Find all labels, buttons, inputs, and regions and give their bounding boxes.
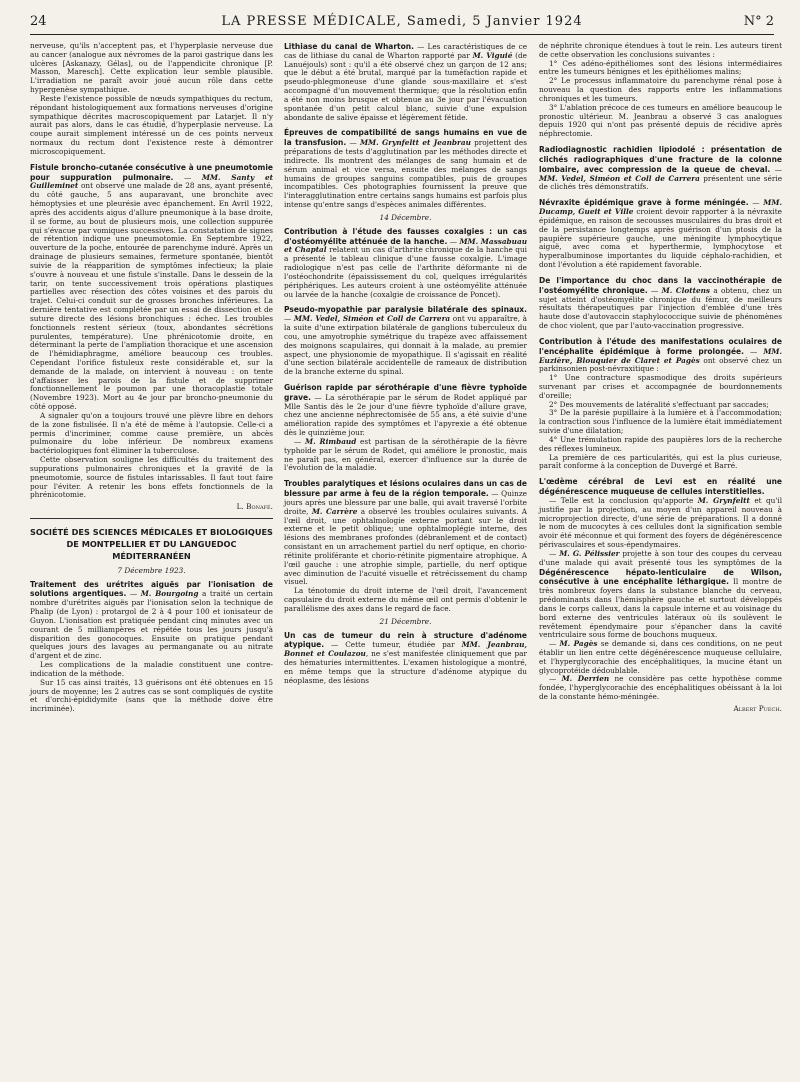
paragraph: relatent un cas d'arthrite chronique de la hanche qui a présenté le tableau clinique d'une fausse coxalgie. L'image radiologique n'est pas celle de l'arthrite déformante ni de l'ostéochondrite (épaississement du col, quelques irrégularités périphériques. Les auteurs croient à une ostéomyélite atténuée ou larvée de la hanche (coxalgie de croissance de Poncet). <box>284 245 527 299</box>
article-title: Un cas de tumeur du rein à structure d'adénome atypique. <box>284 630 527 650</box>
article-title: Contribution à l'étude des fausses coxalgies : un cas d'ostéomyélite atténuée de la hanche. <box>284 226 527 246</box>
article-title: Lithiase du canal de Wharton. <box>284 42 414 51</box>
paragraph: Quinze jours après une blessure par une balle, qui avait traversé l'orbite droite, <box>284 489 527 516</box>
article-title: Contribution à l'étude des manifestations oculaires de l'encéphalite épidémique à forme prolongée. <box>539 336 782 356</box>
author-names: MM. Santy et Guilleminet <box>30 172 274 191</box>
paragraph: Reste l'existence possible de nœuds sympathiques du rectum, répondant histologiquement aux formations nerveuses d'origine sympathique décrites macroscopiquement par Latarjet. Il n'y aurait pas alors, dans le cas étudié, d'hyperplasie nerveuse. La coupe aurait simplement intéressé un de ces points nerveux normaux du rectum dont l'existence reste à démontrer microscopiquement. <box>30 93 273 156</box>
author-names: MM. Euzière, Blouquier de Claret et Pagès <box>539 346 783 365</box>
paragraph: Telle est la conclusion qu'apporte <box>560 495 694 505</box>
paragraph: ont vu apparaître, à la suite d'une extirpation bilatérale de ganglions tuberculeux du cou, une amyotrophie symétrique du trapèze avec affaissement des moignons scapulaires, qui donnait à la malade, au premier aspect, une physionomie de myopathique. Il s'agissait en réalité d'une section bilatérale accidentelle de rameaux de distribution de la branche externe du spinal. <box>284 314 527 377</box>
article-title: Fistule broncho-cutanée consécutive à une pneumotomie pour suppuration pulmonaire. <box>30 162 273 182</box>
paragraph: projettent des préparations de tests d'agglutination par les méthodes directe et indirecte. Ils montrent des mélanges de sang humain et de sérum animal et vice versa, ensuite des mélanges de sangs humains de groupes sanguins compatibles, puis de groupes incompatibles. Ces photographies fournissent la preuve que l'interagglutination entre certains sangs humains est parfois plus intense qu'entre sangs d'espèces animales différentes. <box>284 138 527 210</box>
article-entry: — Telle est la conclusion qu'apporte M. Grynfeltt et qu'il justifie par la projection, au moyen d'un appareil nouveau à microprojection directe, d'une série de préparations. Il a donné le nom de mucocytes à ces cellules dont la signification semble avoir été méconnue et qui forment des foyers de dégénérescence périvasculaires et sous-épendymaires. <box>539 495 783 550</box>
article-entry: Guérison rapide par sérothérapie d'une fièvre typhoïde grave. — La sérothérapie par le sérum de Rodet appliqué par Mlle Santis dès le 2e jour d'une fièvre typhoïde d'allure grave, chez une ancienne néphrectomisée de 55 ans, a été suivie d'une amélioration rapide des symptômes et l'apyrexie a été obtenue dès le quinzième jour. <box>284 382 528 438</box>
article-title: Guérison rapide par sérothérapie d'une fièvre typhoïde grave. <box>284 382 527 402</box>
session-date: 14 Décembre. <box>379 212 432 222</box>
paragraph: croient devoir rapporter à la névraxite épidémique, en raison de secousses musculaires du bras droit et de la persistance longtemps après guérison d'un ptosis de la paupière supérieure gauche, une méningite lymphocytique aiguë, avec coma et hyperthermie, lymphocytose et hyperalbuminose importantes du liquide céphalo-rachidien, et dont l'évolution a été rapidement favorable. <box>539 207 782 270</box>
article-entry: — M. Rimbaud est partisan de la sérothérapie de la fièvre typhoïde par le sérum de Rodet, qui améliore le pronostic, mais ne paraît pas, en général, exercer d'influence sur la durée de l'évolution de la maladie. <box>284 436 528 473</box>
article-title: L'œdème cérébral de Levi est en réalité une dégénérescence muqueuse de cellules interstitielles. <box>539 477 782 497</box>
column-3 <box>539 42 782 714</box>
column-2 <box>284 42 527 685</box>
article-entry: Lithiase du canal de Wharton. — Les caractéristiques de ce cas de lithiase du canal de Wharton rapporté par M. Viguié (de Lanuéjouls) sont : qu'il a été observé chez un garçon de 12 ans; que le début a été brutal, marqué par la tuméfaction rapide et pseudo-phlegmoneuse d'une glande sous-maxillaire et s'est accompagné d'un mouvement thermique; que la résolution enfin a été non moins brusque et obtenue au 3e jour par l'évacuation spontanée d'un petit calcul blanc, suivie d'une expulsion abondante de salive épaisse et légèrement fétide. <box>284 42 528 122</box>
paragraph: projette à son tour des coupes du cerveau d'une malade qui avait présenté tous les symptômes de la <box>539 548 782 567</box>
author-names: M. G. Pélissier <box>559 548 620 558</box>
list-item: 4° Une trémulation rapide des paupières lors de la recherche des réflexes lumineux. <box>539 434 782 453</box>
paragraph: A signaler qu'on a toujours trouvé une plèvre libre en dehors de la zone fistulisée. Il n'a été de même à l'autopsie. Celle-ci a permis d'incriminer, comme cause première, un abcès pulmonaire du lobe inférieur. De nombreux examens bactériologiques font éliminer la tuberculose. <box>30 410 273 456</box>
paragraph: Les caractéristiques de ce cas de lithiase du canal de Wharton rapporté par <box>284 42 528 60</box>
list-item: 3° L'ablation précoce de ces tumeurs en améliore beaucoup le pronostic ultérieur. M. Jeanbrau a observé 3 cas analogues depuis 1920 qui n'ont pas présenté depuis de récidive après néphrectomie. <box>539 102 782 139</box>
paragraph: nerveuse, qu'ils n'acceptent pas, et l'hyperplasie nerveuse due au cancer (analogue aux névromes de la paroi gastrique dans les ulcères [Askanazy, Gélas], ou de l'appendicite chronique [P. Masson, Maresch]. Cette explication leur semble plausible. L'irradiation ne paraît avoir joué aucun rôle dans cette hypergenèse sympathique. <box>30 41 273 95</box>
paragraph: Cette tumeur, étudiée par <box>345 640 455 650</box>
article-title: Névraxite épidémique grave à forme méningée. <box>539 198 749 208</box>
list-item: 3° De la parésie pupillaire à la lumière et à l'accommodation; la contraction sous l'influence de la lumière était immédiatement suivie d'une dilatation; <box>539 408 782 436</box>
author-names: M. Rimbaud <box>305 436 357 446</box>
article-title: Radiodiagnostic rachidien lipiodolé : présentation de clichés radiographiques d'une fracture de la colonne lombaire, avec compression de la queue de cheval. <box>539 145 782 174</box>
paragraph: La ténotomie du droit interne de l'œil droit, l'avancement capsulaire du droit externe du même œil ont permis d'obtenir le parallélisme des axes dans le regard de face. <box>284 586 527 613</box>
article-title: Pseudo-myopathie par paralysie bilatérale des spinaux. <box>284 305 527 315</box>
paragraph: a traité un certain nombre d'urétrites aiguës par l'ionisation selon la technique de Phalip (de Lyon) : protargol de 2 à 4 pour 100 et ionisateur de Guyon. L'ionisation est pratiquée pendant cinq minutes avec un courant de 5 milliampères et répétée tous les jours jusqu'à disparition des gonocoques. Ensuite on pratique pendant quelques jours des lavages au permanganate ou au nitrate d'argent et de zinc. <box>30 589 273 661</box>
author-names: M. Bourgoing <box>140 589 199 599</box>
author-names: MM. Ducamp, Gueit et Ville <box>539 198 782 217</box>
column-1 <box>30 42 273 714</box>
paragraph: Il montre de très nombreux foyers dans la substance blanche du cerveau, prédominants dans l'hémisphère gauche et surtout développés dans le corps calleux, dans la capsule interne et au voisinage du bord externe des ventricules latéraux où ils soulèvent le revêtement épendymaire pour s'épancher dans la cavité ventriculaire sous forme de bouchons muqueux. <box>539 577 782 640</box>
article-title: Épreuves de compatibilité de sangs humains en vue de la transfusion. <box>284 128 527 148</box>
author-names: MM. Grynfeltt et Jeanbrau <box>359 138 471 148</box>
journal-title: LA PRESSE MÉDICALE, Samedi, 5 Janvier 1924 <box>221 14 583 29</box>
list-item: 2° Des mouvements de latéralité s'effectuant par saccades; <box>549 399 769 409</box>
article-entry: Un cas de tumeur du rein à structure d'adénome atypique. — Cette tumeur, étudiée par MM. Jeanbrau, Bonnet et Coulazou, ne s'est manifestée cliniquement que par des hématuries intermittentes. L'examen histologique a montré, en même temps que la structure d'adénome atypique du néoplasme, des lésions <box>284 630 528 685</box>
article-title: Traitement des urétrites aiguës par l'ionisation de solutions argentiques. <box>30 579 273 599</box>
author-names: MM. Vedel, Siméon et Coll de Carrera <box>293 314 451 324</box>
paragraph: a observé les troubles oculaires suivants. A l'œil droit, une ophtalmologie externe portant sur le droit externe et le petit oblique; une ophtalmoplégie interne, des lésions des membranes profondes (débranlement et de contact) consistant en un arrachement partiel du nerf optique, en chorio-rétinite proliférante et chorio-rétinite pigmentaire atrophique. A l'œil gauche : une atrophie simple, partielle, du nerf optique avec diminution de l'acuité visuelle et rétrécissement du champ visuel. <box>284 506 528 587</box>
article-entry: Traitement des urétrites aiguës par l'ionisation de solutions argentiques. — M. Bourgoing a traité un certain nombre d'urétrites aiguës par l'ionisation selon la technique de Phalip (de Lyon) : protargol de 2 à 4 pour 100 et ionisateur de Guyon. L'ionisation est pratiquée pendant cinq minutes avec un courant de 5 milliampères et répétée tous les jours jusqu'à disparition des gonocoques. Ensuite on pratique pendant quelques jours des lavages au permanganate ou au nitrate d'argent et de zinc. <box>30 579 273 661</box>
article-entry: — M. G. Pélissier projette à son tour des coupes du cerveau d'une malade qui avait présenté tous les symptômes de la Dégénérescence hépato-lenticulaire de Wilson, consécutive à une encéphalite léthargique. Il montre de très nombreux foyers dans la substance blanche du cerveau, prédominants dans l'hémisphère gauche et surtout développés dans le corps calleux, dans la capsule interne et au voisinage du bord externe des ventricules latéraux où ils soulèvent le revêtement épendymaire pour s'épancher dans la cavité ventriculaire sous forme de bouchons muqueux. <box>539 548 782 640</box>
article-entry: — M. Derrien ne considère pas cette hypothèse comme fondée, l'hyperglycorachie des encéphalitiques obéissant à la loi de la constante hémo-méningée. <box>539 674 782 702</box>
list-item: 1° Ces adéno-épithéliomes sont des lésions intermédiaires entre les tumeurs bénignes et les épithéliomes malins; <box>539 58 782 77</box>
author-names: M. Pagès <box>559 639 598 649</box>
paragraph: , ne s'est manifestée cliniquement que par des hématuries intermittentes. L'examen histologique a montré, en même temps que la structure d'adénome atypique du néoplasme, des lésions <box>284 649 527 685</box>
issue-number: N° 2 <box>743 14 774 29</box>
list-item: 1° Une contracture spasmodique des droits supérieurs survenant par crises et accompagnée de bourdonnements d'oreille; <box>539 373 782 400</box>
article-entry: Radiodiagnostic rachidien lipiodolé : présentation de clichés radiographiques d'une fracture de la colonne lombaire, avec compression de la queue de cheval. — MM. Vedel, Siméon et Coll de Carrera présentent une série de clichés très démonstratifs. <box>539 145 783 192</box>
article-entry: Névraxite épidémique grave à forme méningée. — MM. Ducamp, Gueit et Ville croient devoir rapporter à la névraxite épidémique, en raison de secousses musculaires du bras droit et de la persistance longtemps après guérison d'un ptosis de la paupière supérieure gauche, une méningite lymphocytique aiguë, avec coma et hyperthermie, lymphocytose et hyperalbuminose importantes du liquide céphalo-rachidien, et dont l'évolution a été rapidement favorable. <box>539 198 782 270</box>
author-names: M. Derrien <box>561 674 610 684</box>
article-entry: Épreuves de compatibilité de sangs humains en vue de la transfusion. — MM. Grynfeltt et Jeanbrau projettent des préparations de tests d'agglutination par les méthodes directe et indirecte. Ils montrent des mélanges de sang humain et de sérum animal et vice versa, ensuite des mélanges de sangs humains de groupes sanguins compatibles, puis de groupes incompatibles. Ces photographies fournissent la preuve que l'interagglutination entre certains sangs humains est parfois plus intense qu'entre sangs d'espèces animales différentes. <box>284 128 527 210</box>
signature: Albert Puech. <box>733 703 782 713</box>
paragraph: de néphrite chronique étendues à tout le rein. Les auteurs tirent de cette observation les conclusions suivantes : <box>539 41 782 59</box>
article-entry: De l'importance du choc dans la vaccinothérapie de l'ostéomyélite chronique. — M. Clottens a obtenu, chez un sujet atteint d'ostéomyélite chronique du fémur, de meilleurs résultats thérapeutiques par l'injection d'emblée d'une très haute dose d'autovaccin staphylococcique suivie de phénomènes de choc violent, que par l'auto-vaccination progressive. <box>539 275 782 331</box>
author-names: MM. Vedel, Siméon et Coll de Carrera <box>539 173 700 183</box>
paragraph: Cette observation souligne les difficultés du traitement des suppurations pulmonaires chroniques et la gravité de la pneumotomie, source de fistules intarissables. Il faut tout faire pour l'éviter. A retenir les bons effets fonctionnels de la phrénicotomie. <box>30 455 273 500</box>
paragraph: La première de ces particularités, qui est la plus curieuse, paraît conforme à la conception de Duvergé et Barré. <box>539 452 782 471</box>
paragraph: Sur 15 cas ainsi traités, 13 guérisons ont été obtenues en 15 jours de moyenne; les 2 autres cas se sont compliqués de cystite et d'orchi-épididymite (sans que la méthode doive être incriminée). <box>30 677 273 714</box>
article-entry: Contribution à l'étude des fausses coxalgies : un cas d'ostéomyélite atténuée de la hanche. — MM. Massabuau et Chaptal relatent un cas d'arthrite chronique de la hanche qui a présenté le tableau clinique d'une fausse coxalgie. L'image radiologique n'est pas celle de l'arthrite déformante ni de l'ostéochondrite (épaississement du col, quelques irrégularités périphériques. Les auteurs croient à une ostéomyélite atténuée ou larvée de la hanche (coxalgie de croissance de Poncet). <box>284 226 528 299</box>
paragraph: et qu'il justifie par la projection, au moyen d'un appareil nouveau à microprojection directe, d'une série de préparations. Il a donné le nom de mucocytes à ces cellules dont la signification semble avoir été méconnue et qui forment des foyers de dégénérescence périvasculaires et sous-épendymaires. <box>539 495 783 550</box>
paragraph: ont observé chez un parkinsonien post-névraxitique : <box>539 355 782 374</box>
author-names: M. Carrère <box>311 506 358 516</box>
article-title: Dégénérescence hépato-lenticulaire de Wilson, consécutive à une encéphalite léthargique. <box>539 567 782 587</box>
paragraph: ne considère pas cette hypothèse comme fondée, l'hyperglycorachie des encéphalitiques obéissant à la loi de la constante hémo-méningée. <box>539 674 782 702</box>
page-header <box>30 12 774 35</box>
paragraph: se demande si, dans ces conditions, on ne peut établir un lien entre cette dégénérescence muqueuse cellulaire, et l'hyperglycorachie des encéphalitiques, la mucine étant un glycoprotéide dédoublable. <box>539 639 783 675</box>
session-date: 7 Décembre 1923. <box>117 565 186 575</box>
author-names: M. Clottens <box>661 285 711 295</box>
page-number: 24 <box>30 14 47 29</box>
article-entry: Fistule broncho-cutanée consécutive à une pneumotomie pour suppuration pulmonaire. — MM. Santy et Guilleminet ont observé une malade de 28 ans, ayant présenté, du côté gauche, 5 ans auparavant, une bronchite avec hémoptysies et une pleurésie avec épanchement. En Avril 1922, après des accidents aigus d'allure pneumonique à la base droite, il se forme, au bout de plusieurs mois, une collection suppurée qui s'évacue par vomiques successives. La constatation de signes de rétention indique une pneumotomie. En Septembre 1922, ouverture de la poche, entourée de parenchyme induré. Après un drainage de plusieurs semaines, fermeture spontanée, bientôt suivie de la réapparition de symptômes infectieux; la plaie s'ouvre à nouveau et une fistule s'installe. Dans le dessein de la tarir, on tente successivement trois opérations plastiques partielles avec résection des côtes voisines et des parois du trajet. Celui-ci conduit sur de grosses bronches inférieures. La dernière tentative est complétée par un essai de dissection et de suture directe des lésions bronchiques : échec. Les troubles fonctionnels restent sérieux (toux, abondantes sécrétions purulentes, température). Une phrénicotomie droite, en déterminant la perte de l'ampliation thoracique et une ascension de l'hémidiaphragme, améliore beaucoup ces troubles. Cependant l'orifice fistuleux reste considérable et, sur la demande de la malade, on intervient à nouveau : on tente d'affaisser les parois de la fistule et de supprimer fonctionnellement le poumon par une thoracoplastie totale (Novembre 1923). Mort au 4e jour par broncho-pneumonie du côté opposé. <box>30 162 274 412</box>
paragraph: a obtenu, chez un sujet atteint d'ostéomyélite chronique du fémur, de meilleurs résultats thérapeutiques par l'injection d'emblée d'une très haute dose d'autovaccin staphylococcique suivie de phénomènes de choc violent, que par l'auto-vaccination progressive. <box>539 285 782 331</box>
list-item: 2° Le processus inflammatoire du parenchyme rénal pose à nouveau la question des rapports entre les inflammations chroniques et les tumeurs. <box>539 76 782 103</box>
article-title: De l'importance du choc dans la vaccinothérapie de l'ostéomyélite chronique. <box>539 275 782 295</box>
society-heading: SOCIÉTÉ DES SCIENCES MÉDICALES ET BIOLOGIQUES DE MONTPELLIER ET DU LANGUEDOC MÉDITERRANÉEN <box>30 518 273 563</box>
article-title: Troubles paralytiques et lésions oculaires dans un cas de blessure par arme à feu de la région temporale. <box>284 479 527 499</box>
article-title-block <box>539 477 782 497</box>
paragraph: présentent une série de clichés très démonstratifs. <box>539 173 783 192</box>
article-entry: Pseudo-myopathie par paralysie bilatérale des spinaux. — MM. Vedel, Siméon et Coll de Carrera ont vu apparaître, à la suite d'une extirpation bilatérale de ganglions tuberculeux du cou, une amyotrophie symétrique du trapèze avec affaissement des moignons scapulaires, qui donnait à la malade, au premier aspect, une physionomie de myopathique. Il s'agissait en réalité d'une section bilatérale accidentelle de rameaux de distribution de la branche externe du spinal. <box>284 305 527 377</box>
article-entry: Contribution à l'étude des manifestations oculaires de l'encéphalite épidémique à forme prolongée. — MM. Euzière, Blouquier de Claret et Pagès ont observé chez un parkinsonien post-névraxitique : <box>539 336 783 374</box>
author-names: M. Viguié <box>472 50 513 60</box>
paragraph: (de Lanuéjouls) sont : qu'il a été observé chez un garçon de 12 ans; que le début a été brutal, marqué par la tuméfaction rapide et pseudo-phlegmoneuse d'une glande sous-maxillaire et s'est accompagné d'un mouvement thermique; que la résolution enfin a été non moins brusque et obtenue au 3e jour par l'évacuation spontanée d'un petit calcul blanc, suivie d'une expulsion abondante de salive épaisse et légèrement fétide. <box>284 50 527 122</box>
paragraph: ont observé une malade de 28 ans, ayant présenté, du côté gauche, 5 ans auparavant, une bronchite avec hémoptysies et une pleurésie avec épanchement. En Avril 1922, après des accidents aigus d'allure pneumonique à la base droite, il se forme, au bout de plusieurs mois, une collection suppurée qui s'évacue par vomiques successives. La constatation de signes de rétention indique une pneumotomie. En Septembre 1922, ouverture de la poche, entourée de parenchyme induré. Après un drainage de plusieurs semaines, fermeture spontanée, bientôt suivie de la réapparition de symptômes infectieux; la plaie s'ouvre à nouveau et une fistule s'installe. Dans le dessein de la tarir, on tente successivement trois opérations plastiques partielles avec résection des côtes voisines et des parois du trajet. Celui-ci conduit sur de grosses bronches inférieures. La dernière tentative est complétée par un essai de dissection et de suture directe des lésions bronchiques : échec. Les troubles fonctionnels restent sérieux (toux, abondantes sécrétions purulentes, température). Une phrénicotomie droite, en déterminant la perte de l'ampliation thoracique et une ascension de l'hémidiaphragme, améliore beaucoup ces troubles. Cependant l'orifice fistuleux reste considérable et, sur la demande de la malade, on intervient à nouveau : on tente d'affaisser les parois de la fistule et de supprimer fonctionnellement le poumon par une thoracoplastie totale (Novembre 1923). Mort au 4e jour par broncho-pneumonie du côté opposé. <box>30 181 273 412</box>
signature: L. Bonafé. <box>236 502 273 512</box>
author-names: MM. Jeanbrau, Bonnet et Coulazou <box>284 640 528 659</box>
session-date: 21 Décembre. <box>379 616 432 626</box>
paragraph: est partisan de la sérothérapie de la fièvre typhoïde par le sérum de Rodet, qui améliore le pronostic, mais ne paraît pas, en général, exercer d'influence sur la durée de l'évolution de la maladie. <box>284 436 528 473</box>
article-entry: Troubles paralytiques et lésions oculaires dans un cas de blessure par arme à feu de la région temporale. — Quinze jours après une blessure par une balle, qui avait traversé l'orbite droite, M. Carrère a observé les troubles oculaires suivants. A l'œil droit, une ophtalmologie externe portant sur le droit externe et le petit oblique; une ophtalmoplégie interne, des lésions des membranes profondes (débranlement et de contact) consistant en un arrachement partiel du nerf optique, en chorio-rétinite proliférante et chorio-rétinite pigmentaire atrophique. A l'œil gauche : une atrophie simple, partielle, du nerf optique avec diminution de l'acuité visuelle et rétrécissement du champ visuel. <box>284 479 528 587</box>
paragraph: La sérothérapie par le sérum de Rodet appliqué par Mlle Santis dès le 2e jour d'une fièvre typhoïde d'allure grave, chez une ancienne néphrectomisée de 55 ans, a été suivie d'une amélioration rapide des symptômes et l'apyrexie a été obtenue dès le quinzième jour. <box>284 392 528 438</box>
article-entry: — M. Pagès se demande si, dans ces conditions, on ne peut établir un lien entre cette dégénérescence muqueuse cellulaire, et l'hyperglycorachie des encéphalitiques, la mucine étant un glycoprotéide dédoublable. <box>539 639 783 675</box>
author-names: M. Grynfeltt <box>697 495 750 505</box>
paragraph: Les complications de la maladie constituent une contre-indication de la méthode. <box>30 660 273 678</box>
author-names: MM. Massabuau et Chaptal <box>284 236 528 255</box>
